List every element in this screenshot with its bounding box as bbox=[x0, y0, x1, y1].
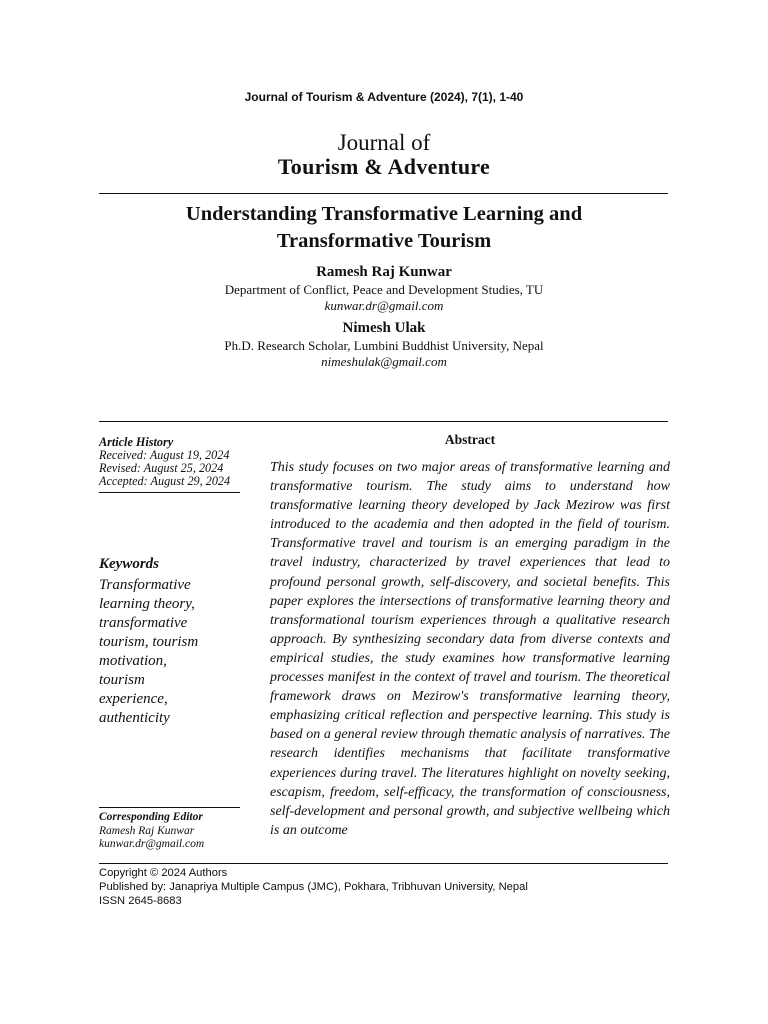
history-divider bbox=[99, 492, 240, 493]
article-title-line1: Understanding Transformative Learning and bbox=[185, 203, 583, 225]
corresponding-editor-email[interactable]: kunwar.dr@gmail.com bbox=[99, 838, 205, 850]
journal-name-line1: Journal of bbox=[337, 130, 431, 155]
article-history-heading: Article History bbox=[99, 435, 174, 449]
section-divider bbox=[99, 421, 668, 422]
keyword-line: tourism bbox=[99, 672, 145, 688]
running-header: Journal of Tourism & Adventure (2024), 7(1), 1-40 bbox=[244, 90, 524, 104]
author-affiliation: Department of Conflict, Peace and Development Studies, TU bbox=[224, 282, 544, 297]
copyright: Copyright © 2024 Authors bbox=[99, 867, 228, 879]
author-name: Ramesh Raj Kunwar bbox=[316, 264, 452, 280]
footer bbox=[99, 866, 528, 908]
header-divider bbox=[99, 193, 668, 194]
author-affiliation: Ph.D. Research Scholar, Lumbini Buddhist University, Nepal bbox=[224, 338, 544, 353]
author-email[interactable]: nimeshulak@gmail.com bbox=[321, 354, 447, 369]
received-date: Received: August 19, 2024 bbox=[99, 448, 230, 462]
keywords-heading: Keywords bbox=[99, 556, 159, 572]
keyword-line: authenticity bbox=[99, 710, 170, 726]
keyword-line: tourism, tourism bbox=[99, 634, 199, 650]
article-title-line2: Transformative Tourism bbox=[276, 230, 492, 252]
corresponding-editor-name: Ramesh Raj Kunwar bbox=[99, 824, 195, 837]
keyword-line: motivation, bbox=[99, 653, 167, 669]
keywords-list bbox=[99, 576, 249, 728]
revised-date: Revised: August 25, 2024 bbox=[99, 461, 224, 475]
journal-name-line2: Tourism & Adventure bbox=[277, 154, 491, 179]
publisher: Published by: Janapriya Multiple Campus (JMC), Pokhara, Tribhuvan University, Nepal bbox=[99, 881, 528, 893]
corresponding-editor bbox=[99, 811, 249, 852]
footer-divider bbox=[99, 863, 668, 864]
issn: ISSN 2645-8683 bbox=[99, 895, 182, 907]
editor-divider bbox=[99, 807, 240, 808]
keyword-line: Transformative bbox=[99, 577, 191, 593]
keyword-line: transformative bbox=[99, 615, 188, 631]
corresponding-editor-heading: Corresponding Editor bbox=[99, 811, 203, 823]
author-email[interactable]: kunwar.dr@gmail.com bbox=[324, 298, 444, 313]
article-title bbox=[0, 201, 768, 255]
author-name: Nimesh Ulak bbox=[342, 320, 426, 336]
keyword-line: experience, bbox=[99, 691, 168, 707]
accepted-date: Accepted: August 29, 2024 bbox=[99, 474, 231, 488]
abstract-heading: Abstract bbox=[444, 432, 496, 447]
abstract-text: This study focuses on two major areas of transformative learning and transformative tourism. The study aims to understand how transformative learning theory developed by Jack Mezirow was first introduced to the academia and then adopted in the field of tourism. Transformative travel and tourism is an emerging paradigm in the travel industry, characterized by travel experiences that lead to profound personal growth, self-discovery, and societal benefits. This paper explores the intersections of transformative learning theory and transformational tourism experiences through a qualitative research approach. By synthesizing secondary data from diverse contexts and empirical studies, the study examines how transformative learning processes manifest in the context of travel and tourism. The theoretical framework draws on Mezirow's transformative learning theory, emphasizing critical reflection and perspective learning. This study is based on a general review through thematic analysis of narratives. The research identifies mechanisms that facilitate transformative experiences during travel. The literatures highlight on novelty seeking, escapism, freedom, self-efficacy, the transformation of consciousness, self-development and personal growth, and subjective wellbeing which is an outcome bbox=[270, 460, 670, 838]
article-history bbox=[99, 436, 249, 488]
keyword-line: learning theory, bbox=[99, 596, 195, 612]
